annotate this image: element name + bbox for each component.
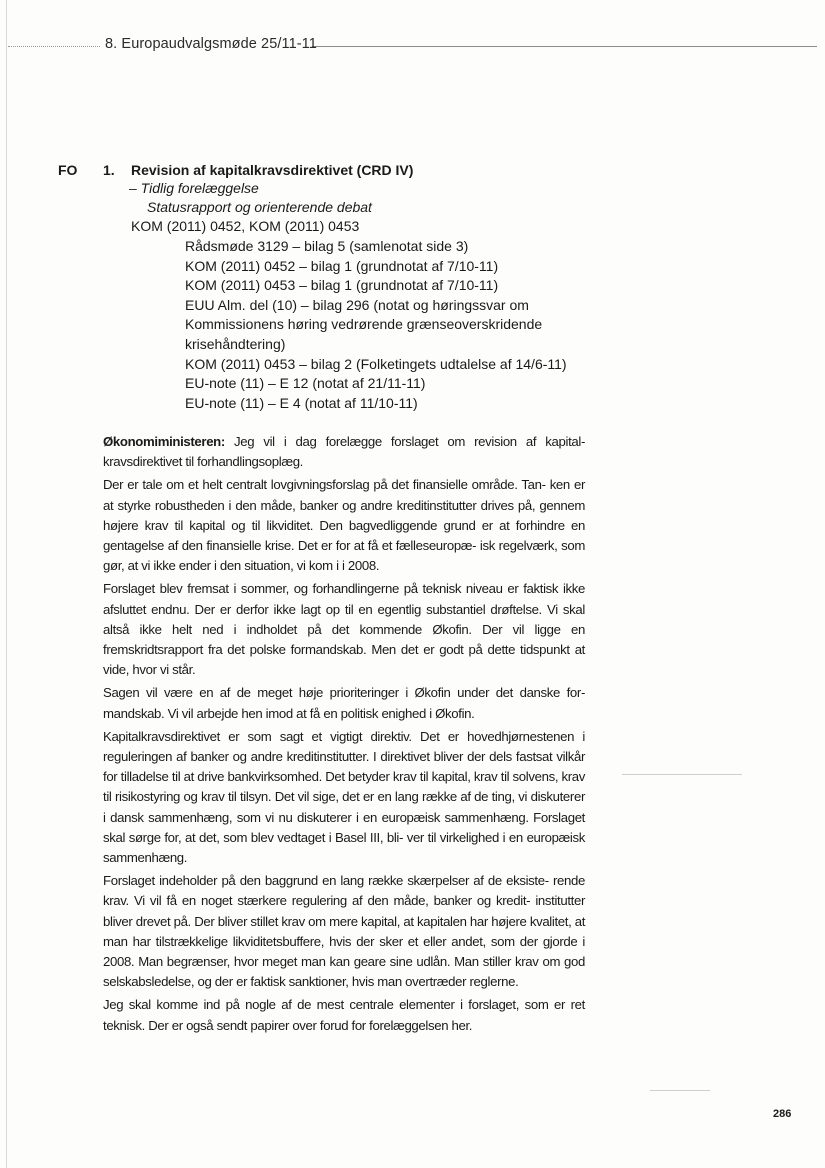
agenda-item-title: Revision af kapitalkravsdirektivet (CRD IV) <box>131 162 414 178</box>
reference-list <box>185 237 567 413</box>
reference-line: KOM (2011) 0453 – bilag 2 (Folketingets udtalelse af 14/6-11) <box>185 355 567 372</box>
speech-paragraph: Der er tale om et helt centralt lovgivningsforslag på det finansielle område. Tan- ken er at styrke robustheden i den måde, banker og andre kreditinstitutter drives på, gennem højere krav til kapital og til likviditet. Den bagvedliggende grund er at forhindre en gentagelse af den finansielle krise. Det er for at få et fælleseuropæ- isk regelværk, som gør, at vi ikke ender i den situation, vi kom i i 2008. <box>103 477 585 574</box>
scan-artifact <box>622 774 742 775</box>
speech-paragraph: Forslaget blev fremsat i sommer, og forhandlingerne på teknisk niveau er faktisk ikke afsluttet endnu. Der er derfor ikke lagt op til en egentlig substantiel drøftelse. Vi skal altså ikke helt ned i indholdet på det kommende Økofin. Der vil ligge en fremskridtsrapport fra det polske formandskab. Men det er godt på dette tidspunkt at vide, hvor vi står. <box>103 581 585 678</box>
speech-paragraph: Sagen vil være en af de meget høje prioriteringer i Økofin under det danske for- mandskab. Vi vil arbejde hen imod at få en politisk enighed i Økofin. <box>103 685 585 721</box>
page-number: 286 <box>773 1108 792 1120</box>
reference-line: krisehåndtering) <box>185 335 286 352</box>
paragraph-text: Jeg vil i dag forelægge forslaget om revision af kapital- kravsdirektivet til forhandlingsoplæg. <box>103 434 585 470</box>
agenda-subtitle: – Tidlig forelæggelse <box>129 180 259 196</box>
page-header: 8. Europaudvalgsmøde 25/11-11 <box>105 36 317 52</box>
agenda-item-number: 1. <box>103 162 115 178</box>
reference-line: EUU Alm. del (10) – bilag 296 (notat og høringssvar om <box>185 296 529 313</box>
speech-paragraph <box>103 432 585 472</box>
reference-line: Kommissionens høring vedrørende grænseoverskridende <box>185 316 543 333</box>
scan-edge-line <box>6 0 7 1168</box>
header-rule <box>8 46 100 47</box>
reference-line: KOM (2011) 0453 – bilag 1 (grundnotat af 7/10-11) <box>185 277 499 294</box>
speaker-name: Økonomiministeren: <box>103 434 225 449</box>
reference-line: EU-note (11) – E 12 (notat af 21/11-11) <box>185 375 426 392</box>
reference-line: KOM (2011) 0452 – bilag 1 (grundnotat af 7/10-11) <box>185 257 499 274</box>
agenda-kom-refs: KOM (2011) 0452, KOM (2011) 0453 <box>131 218 360 234</box>
side-label: FO <box>58 162 78 178</box>
scan-artifact <box>650 1090 710 1091</box>
header-rule <box>312 46 817 47</box>
speech-paragraph: Forslaget indeholder på den baggrund en lang række skærpelser af de eksiste- rende krav. Vi vil få en noget stærkere regulering af den måde, banker og kredit- institutter bliver drevet på. Der bliver stillet krav om mere kapital, at kapitalen har højere kvalitet, at man har tilstrækkelige likviditetsbuffere, hvis der sker et eller andet, som der gjorde i 2008. Man begrænser, hvor meget man kan geare sine udlån. Man stiller krav om god selskabsledelse, og der er faktisk sanktioner, hvis man overtræder reglerne. <box>103 873 586 990</box>
reference-line: EU-note (11) – E 4 (notat af 11/10-11) <box>185 394 418 411</box>
speech-paragraph: Jeg skal komme ind på nogle af de mest centrale elementer i forslaget, som er ret teknisk. Der er også sendt papirer over forud for forelæggelsen her. <box>103 997 585 1033</box>
agenda-type: Statusrapport og orienterende debat <box>147 199 372 215</box>
speech-body <box>103 432 585 1039</box>
speech-paragraph: Kapitalkravsdirektivet er som sagt et vigtigt direktiv. Det er hovedhjørnestenen i reguleringen af banker og andre kreditinstitutter. I direktivet bliver der dels fastsat vilkår for tilladelse til at drive bankvirksomhed. Det betyder krav til kapital, krav til solvens, krav til risikostyring og krav til tilsyn. Det vil sige, det er en lang række af de ting, vi diskuterer i dansk sammenhæng, som vi nu diskuterer i en europæisk sammenhæng. Forslaget skal sørge for, at det, som blev vedtaget i Basel III, bli- ver til virkelighed i en europæisk sammenhæng. <box>103 728 585 866</box>
reference-line: Rådsmøde 3129 – bilag 5 (samlenotat side 3) <box>185 238 469 254</box>
